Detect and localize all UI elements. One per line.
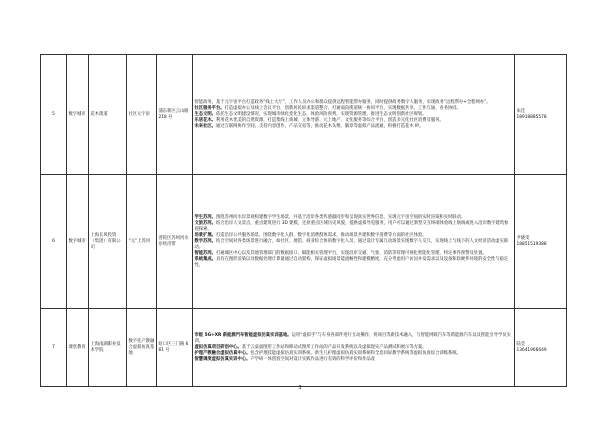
- content-cell: [193, 175, 515, 309]
- content-cell: [193, 55, 515, 175]
- project-table: [40, 54, 567, 387]
- content-paragraph-label: 生态文明。: [194, 111, 216, 117]
- content-cell: [193, 309, 515, 387]
- content-paragraph-text: 包含护理技能虚拟仿真实训系统、新生儿护理虚拟仿真实训系统和全息同屏教学系统等虚拟仿真综合训练系统。: [250, 350, 461, 356]
- content-paragraph-label: 乐居花木。: [194, 117, 216, 123]
- address-cell: 虹口区三门路 661 号: [157, 309, 193, 387]
- content-paragraph-label: 未来社区。: [194, 123, 216, 129]
- content-paragraph-text: 通过互联网协作空间，支持内容创作、产品交易等，推动花木头像、徽章等虚拟产品流通，积极打造花木 IP。: [215, 123, 424, 129]
- content-paragraph-label: 智能苏河。: [194, 250, 216, 256]
- content-paragraph-label: 系统集成。: [194, 256, 216, 262]
- content-paragraph-text: 打通城区中心以及其他管理部门的数据接口，赋能相关管理平台，实现沿岸交通、气象、消防等管理可视化智能化管理，特定事件预警及处置。: [215, 250, 487, 256]
- contact-name: 尹晓雯: [516, 235, 530, 241]
- row-number: 5: [41, 55, 67, 175]
- contact-phone: 18851519388: [516, 241, 547, 247]
- content-paragraph: [195, 221, 513, 233]
- contact-cell: [515, 55, 567, 175]
- content-paragraph-label: 智慧调度虚拟仿真实训中心。: [194, 356, 251, 362]
- content-paragraph-text: 围绕苏州河水岸景观构建数字学生场景，并基于沿岸各类传感器同步和呈现真实世界信息，实现元宇宙空间的实时渲染和实时联动。: [215, 214, 466, 220]
- content-paragraph-text: 产学研一体创客空间对设计实践作品进行有效的科学评价和作品改: [250, 356, 375, 362]
- content-paragraph-text: 运用“虚拟手”与车身各部件进行互动操作，将项目等新技术融入，与智能网联汽车等新能源汽车以及智能引导学员实训。: [194, 332, 511, 344]
- content-paragraph-label: 学生苏河。: [194, 214, 216, 220]
- content-paragraph-text: 基于云桌面图形工作站和移动式图形工作站的产品开发系统以及虚拟现实产品测试和展示等方案。: [241, 344, 427, 350]
- content-paragraph: [195, 333, 513, 345]
- content-paragraph: [195, 257, 513, 269]
- category-cell: 课堂教育: [67, 309, 89, 387]
- content-paragraph-label: 虚拟仿真项目研创中心。: [194, 344, 242, 350]
- content-paragraph-text: 打造虚拟办公及线上会议平台，创新居民诉求渠道整合，打通面向街道统一协同平台，实现数据共享，工作互通、业务协同。: [224, 105, 461, 111]
- contact-name: 朱佳: [516, 108, 526, 114]
- content-paragraph-label: 文旅苏河。: [194, 220, 216, 226]
- category-cell: 数字城市: [67, 55, 89, 175]
- table-body: [41, 55, 567, 387]
- unit-cell: 上海长风投资（集团）有限公司: [89, 175, 127, 309]
- content-paragraph-text: 利用花木优美的自然资源，打造集线上商城、立体导游、元上地产、文化服务等综合平台，创造多元化社区消费及服务。: [215, 117, 444, 123]
- contact-phone: 18918885578: [516, 114, 547, 120]
- content-paragraph-label: 护理产教融合虚拟仿真中心。: [194, 350, 251, 356]
- category-cell: 数字城市: [67, 175, 89, 309]
- contact-cell: [515, 309, 567, 387]
- content-paragraph: [195, 124, 513, 130]
- table-row: [41, 175, 567, 309]
- content-paragraph-text: 结合沿岸人文景点，重点建筑进行 3D 建模，还原重点区域历史风貌，提供虚拟导览服务，用户可以通过新型交互终端体验线上航线或进入沿岸数字建筑参观探索。: [194, 220, 509, 232]
- address-cell: 浦东新区云山路 218 号: [157, 55, 193, 175]
- address-cell: 普陀区苏州河水岸经济带: [157, 175, 193, 309]
- unit-cell: 花木街道: [89, 55, 127, 175]
- content-paragraph-text: 依托生态文明建设情况，实现城市绿化变化生态，体验风险预判，实现资源管理，推进生态文明创新社区规划。: [215, 111, 427, 117]
- unit-cell: 上海南湖职业技术学院: [89, 309, 127, 387]
- table-row: [41, 55, 567, 175]
- content-paragraph-label: 社区服务平台。: [194, 105, 225, 111]
- content-paragraph-label: 市级 5G+XR 新能源汽车智能虚拟仿真实训基地。: [194, 332, 292, 338]
- project-cell: 社区元宇宙: [127, 55, 157, 175]
- content-paragraph-label: 场景扩展。: [194, 232, 216, 238]
- row-number: 6: [41, 175, 67, 309]
- project-cell: “元”上苏河: [127, 175, 157, 309]
- content-paragraph-label: 数字苏河。: [194, 238, 216, 244]
- content-paragraph-text: 具有在图形渲染以及数据处理计算量通过自动架构，保证虚拟场景能流畅性和建模精度，充分考虑用户访问并发需求以及设备和软硬件环境的安全性与稳定性。: [194, 256, 509, 268]
- project-cell: 数字化产教融合虚拟仿真基地: [127, 309, 157, 387]
- contact-name: 陆莹: [516, 341, 526, 347]
- row-number: 7: [41, 309, 67, 387]
- content-paragraph-text: 智能政务。基于元宇宙平台打造政务“线上大厅”，工作人员办公和群众提供远程智能帮办服务，同时提供政务数字人服务，实现政务“远程帮办+全程网办”。: [194, 99, 491, 105]
- content-paragraph-text: 结合空间对各类场景进行融合，如社区、展馆、商业综合体的数字化人员，通过设计专属互动场景实现数字人交互，实现线上与线下的人文经济活动虚实联动。: [194, 238, 509, 250]
- content-paragraph: [195, 239, 513, 251]
- content-paragraph: [195, 357, 513, 363]
- contact-cell: [515, 175, 567, 309]
- table-row: [41, 309, 567, 387]
- content-paragraph-text: 打造沿岸公共服务场景，围绕数字化人群、数字化消费群体需求，推动场景共建和数字消费等方面的社区体验。: [215, 232, 427, 238]
- contact-phone: 13641966649: [516, 347, 547, 353]
- page-number: 3: [298, 385, 302, 391]
